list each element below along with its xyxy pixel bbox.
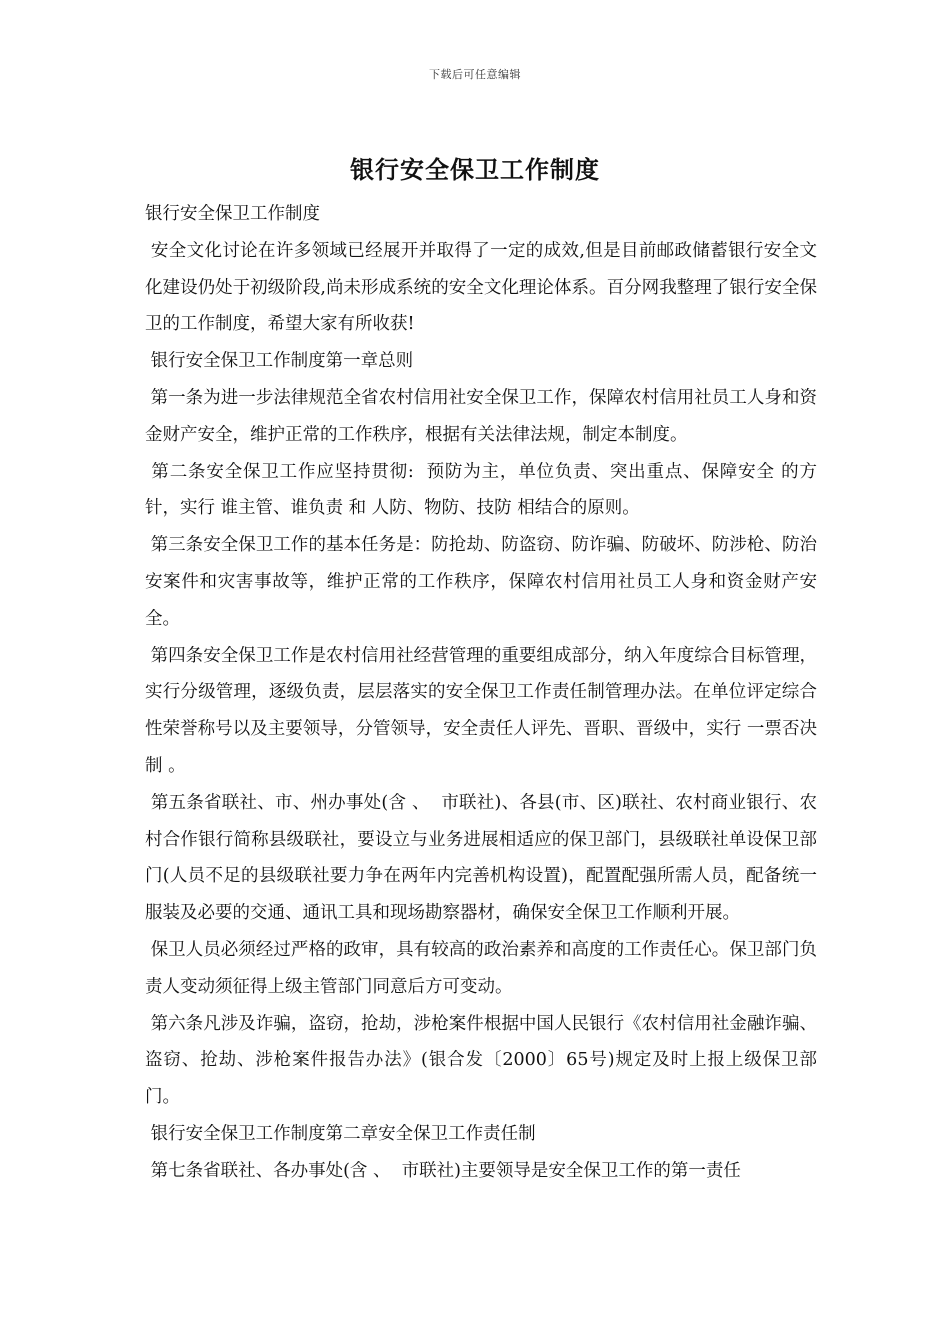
article-1: 第一条为进一步法律规范全省农村信用社安全保卫工作，保障农村信用社员工人身和资金财产安全，维护正常的工作秩序，根据有关法律法规，制定本制度。	[145, 387, 817, 445]
article-3: 第三条安全保卫工作的基本任务是：防抢劫、防盗窃、防诈骗、防破坏、防涉枪、防治安案件和灾害事故等，维护正常的工作秩序，保障农村信用社员工人身和资金财产安全。	[145, 535, 817, 629]
chapter-heading-1: 银行安全保卫工作制度第一章总则	[145, 351, 414, 372]
document-body	[145, 196, 817, 1190]
article-5: 第五条省联社、市、州办事处(含 、 市联社)、各县(市、区)联社、农村商业银行、农村合作银行简称县级联社，要设立与业务进展相适应的保卫部门，县级联社单设保卫部门(人员不足的县级联社要力争在两年内完善机构设置)，配置配强所需人员，配备统一服装及必要的交通、通讯工具和现场勘察器材，确保安全保卫工作顺利开展。	[145, 792, 817, 924]
article-6: 第六条凡涉及诈骗，盗窃，抢劫，涉枪案件根据中国人民银行《农村信用社金融诈骗、盗窃、抢劫、涉枪案件报告办法》(银合发〔2000〕65号)规定及时上报上级保卫部门。	[145, 1013, 817, 1108]
chapter-heading-2: 银行安全保卫工作制度第二章安全保卫工作责任制	[145, 1123, 536, 1144]
article-4: 第四条安全保卫工作是农村信用社经营管理的重要组成部分，纳入年度综合目标管理，实行分级管理，逐级负责，层层落实的安全保卫工作责任制管理办法。在单位评定综合性荣誉称号以及主要领导，分管领导，安全责任人评先、晋职、晋级中，实行 一票否决制 。	[145, 645, 817, 776]
article-5-supplement: 保卫人员必须经过严格的政审，具有较高的政治素养和高度的工作责任心。保卫部门负责人变动须征得上级主管部门同意后方可变动。	[145, 939, 817, 997]
document-title: 银行安全保卫工作制度	[350, 155, 600, 184]
article-7: 第七条省联社、各办事处(含 、 市联社)主要领导是安全保卫工作的第一责任	[145, 1160, 741, 1181]
paragraph-intro: 安全文化讨论在许多领域已经展开并取得了一定的成效,但是目前邮政储蓄银行安全文化建设仍处于初级阶段,尚未形成系统的安全文化理论体系。百分网我整理了银行安全保卫的工作制度，希望大家有所收获!	[145, 240, 817, 335]
paragraph-subtitle: 银行安全保卫工作制度	[145, 204, 320, 224]
header-note: 下载后可任意编辑	[429, 68, 521, 81]
article-2: 第二条安全保卫工作应坚持贯彻: 预防为主，单位负责、突出重点、保障安全 的方针，实行 谁主管、谁负责 和 人防、物防、技防 相结合的原则。	[145, 461, 817, 519]
